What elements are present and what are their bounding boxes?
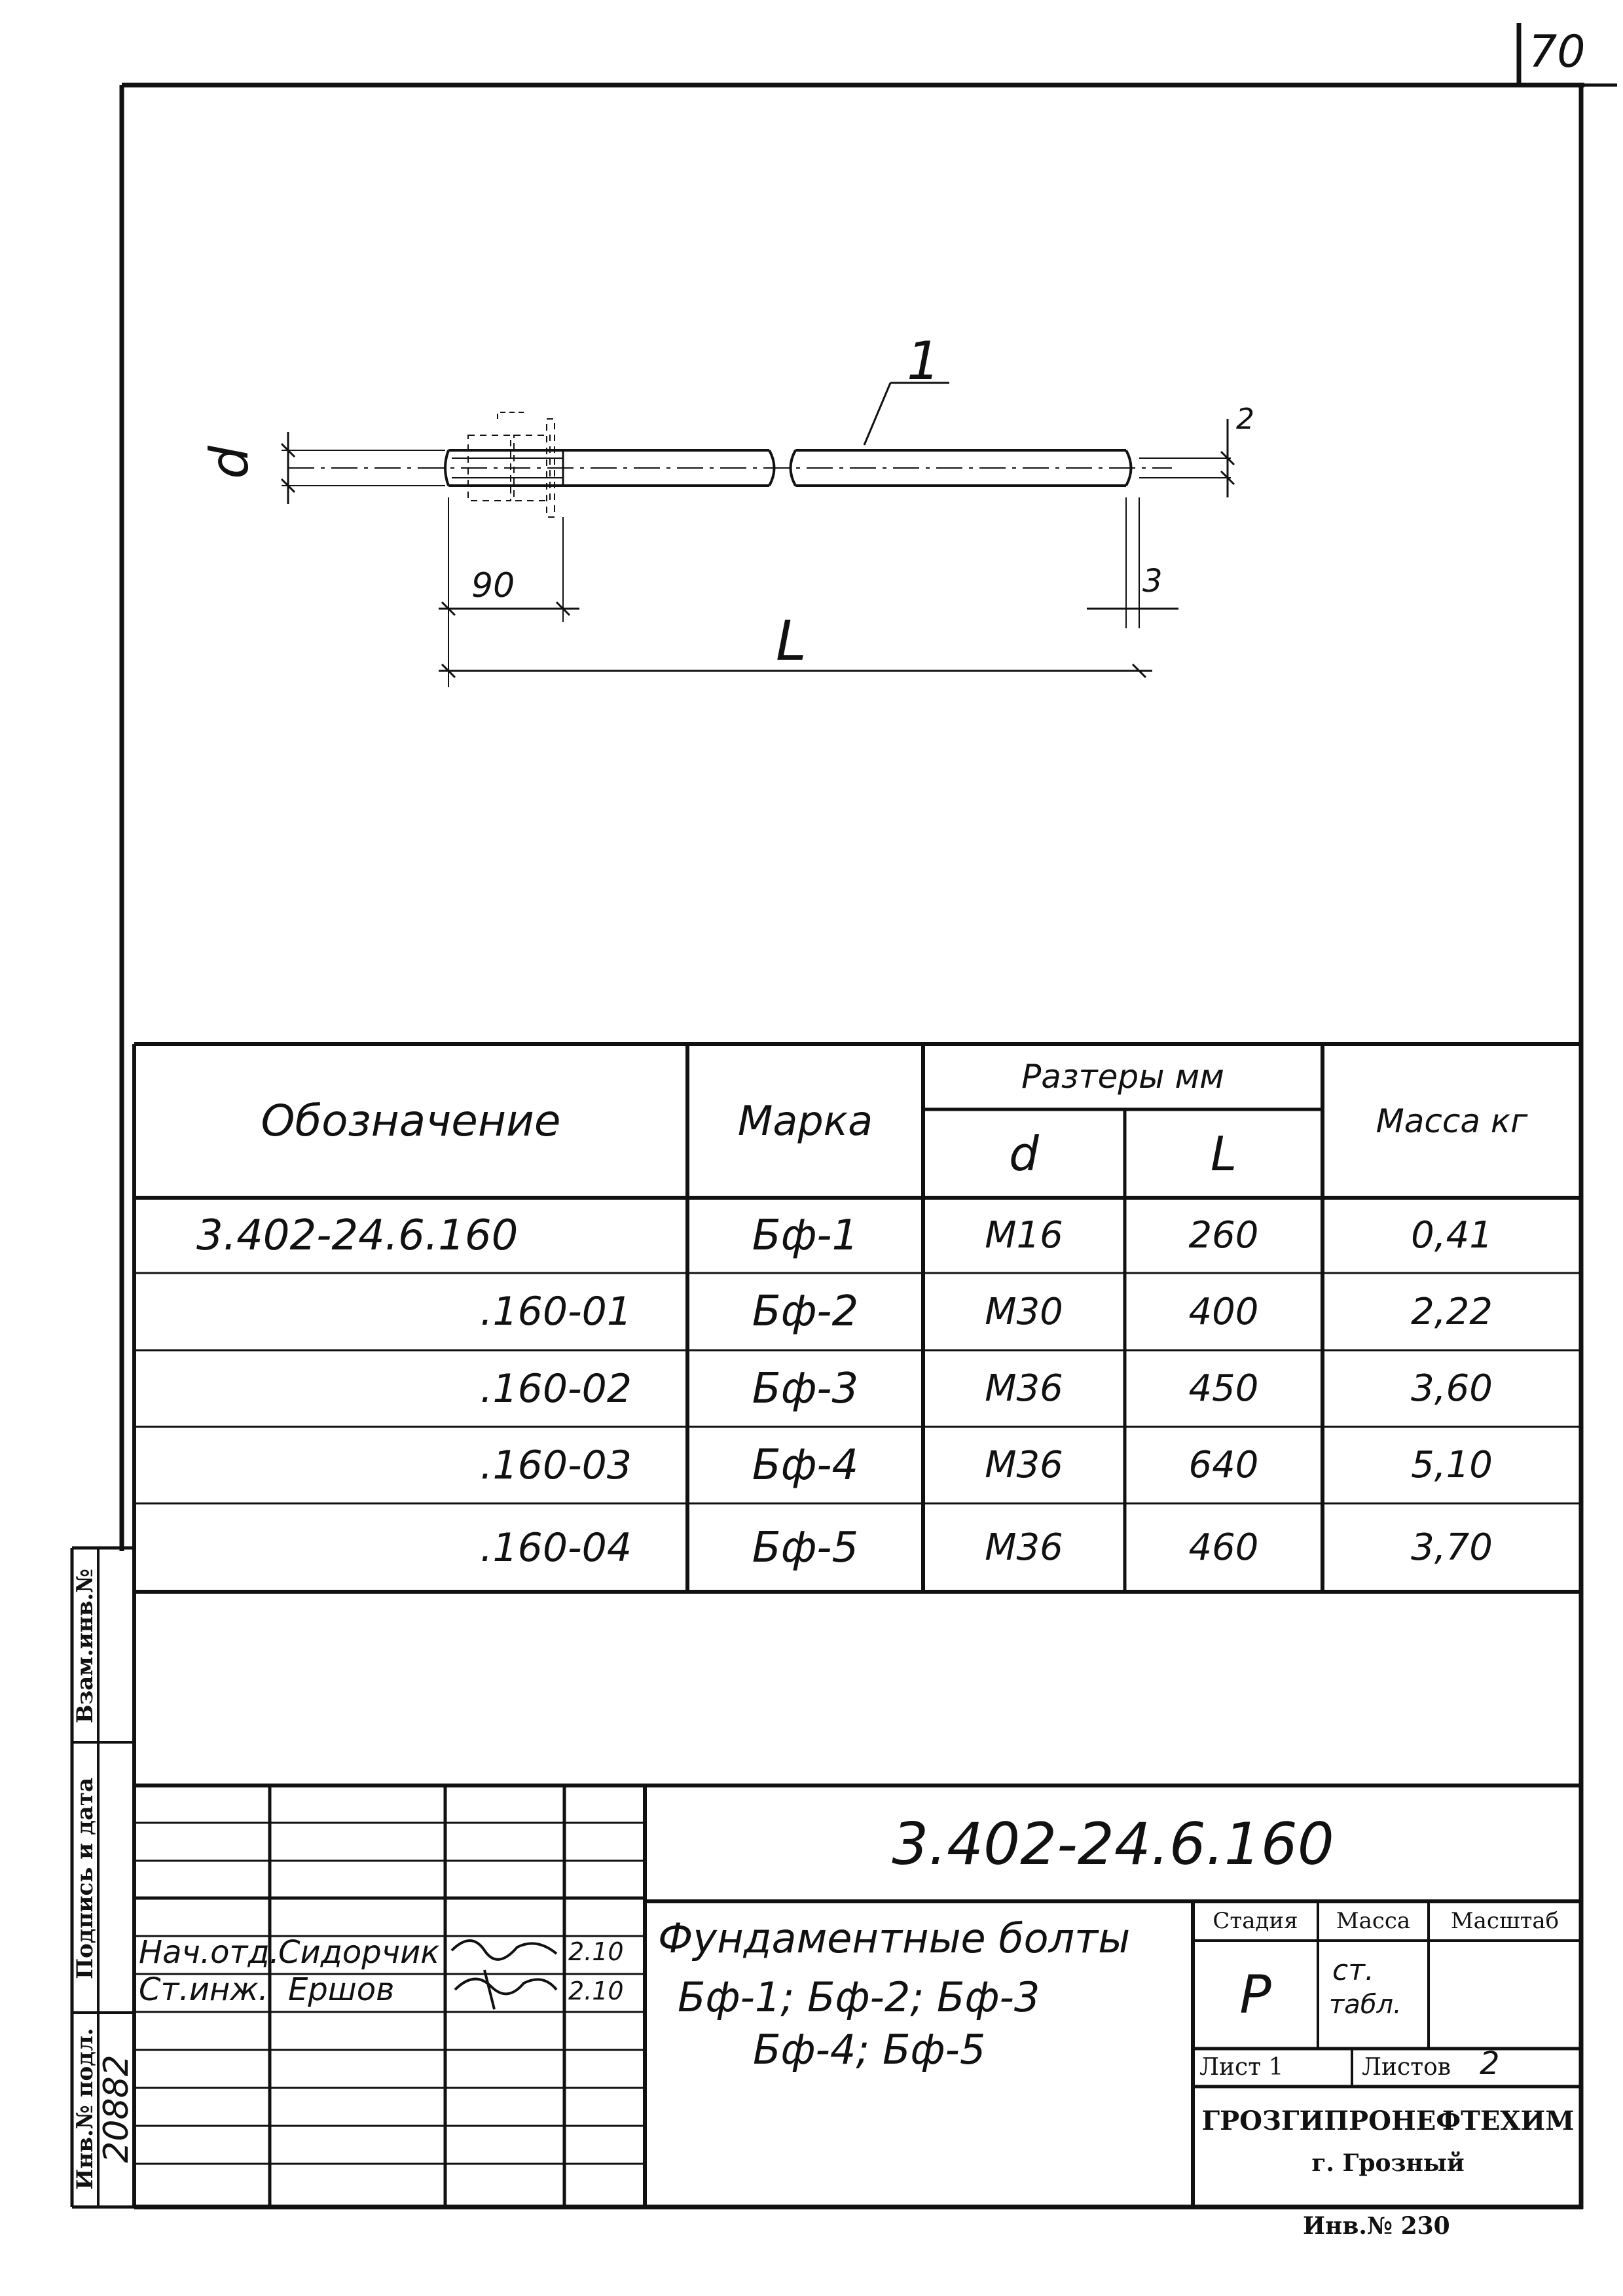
row-3-designation: .160-02	[480, 1365, 632, 1412]
mass-label: Масса	[1336, 1908, 1411, 1934]
organization-city: г. Грозный	[1311, 2149, 1465, 2177]
row-1-d: M16	[985, 1214, 1063, 1257]
header-sizes: Разтеры мм	[1021, 1058, 1224, 1096]
title-line-2: Бф-1; Бф-2; Бф-3	[678, 1973, 1040, 2021]
stage-value: Р	[1239, 1964, 1271, 2025]
row-2-mark: Бф-2	[752, 1287, 859, 1336]
sheets-label: Листов	[1362, 2054, 1451, 2081]
dim-d-label: d	[198, 446, 260, 479]
sheet-number: 70	[1529, 26, 1586, 78]
mass-value-2: табл.	[1329, 1990, 1402, 2020]
row-1-mark: Бф-1	[752, 1211, 859, 1260]
side-inv-label: Инв.№ подл.	[72, 2028, 98, 2190]
row-2-l: 400	[1188, 1290, 1259, 1333]
row-4-d: M36	[985, 1444, 1063, 1486]
signature-scribbles	[445, 1924, 563, 2016]
dim-90-label: 90	[471, 566, 515, 605]
row-1-designation: 3.402-24.6.160	[196, 1211, 519, 1260]
footer-inventory: Инв.№ 230	[1303, 2212, 1450, 2240]
mass-value-1: ст.	[1332, 1954, 1374, 1987]
row-2-designation: .160-01	[480, 1289, 632, 1335]
row-2-mass: 2,22	[1411, 1290, 1493, 1333]
title-line-1: Фундаментные болты	[658, 1914, 1131, 1962]
sheets-value: 2	[1480, 2045, 1500, 2082]
row-4-mark: Бф-4	[752, 1441, 859, 1490]
header-mark: Марка	[737, 1097, 873, 1145]
row-3-l: 450	[1188, 1367, 1259, 1410]
signature-name-2: Ершов	[288, 1971, 395, 2008]
scale-label: Масштаб	[1450, 1908, 1559, 1934]
bolt-drawing	[282, 383, 1234, 687]
row-2-d: M30	[985, 1290, 1063, 1333]
header-mass: Масса кг	[1376, 1102, 1528, 1140]
signature-role-1: Нач.отд.	[139, 1934, 280, 1971]
row-1-l: 260	[1188, 1214, 1259, 1257]
row-5-l: 460	[1188, 1526, 1259, 1569]
dim-l-label: L	[776, 609, 807, 673]
header-l: L	[1210, 1126, 1237, 1181]
side-inv-value: 20882	[97, 2054, 136, 2163]
document-code: 3.402-24.6.160	[892, 1810, 1334, 1878]
row-5-mark: Бф-5	[752, 1523, 859, 1572]
row-4-designation: .160-03	[480, 1442, 632, 1488]
stage-label: Стадия	[1213, 1908, 1298, 1934]
row-3-mark: Бф-3	[752, 1364, 859, 1413]
row-4-l: 640	[1188, 1444, 1259, 1486]
signature-role-2: Ст.инж.	[139, 1971, 268, 2008]
dim-2-label: 2	[1236, 403, 1254, 436]
row-5-mass: 3,70	[1411, 1526, 1493, 1569]
row-3-d: M36	[985, 1367, 1063, 1410]
side-sign-label: Подпись и дата	[72, 1777, 98, 1980]
header-d: d	[1009, 1126, 1039, 1181]
row-5-d: M36	[985, 1526, 1063, 1569]
signature-date-2: 2.10	[568, 1977, 624, 2005]
title-line-3: Бф-4; Бф-5	[753, 2026, 986, 2073]
organization-name: ГРОЗГИПРОНЕФТЕХИМ	[1201, 2105, 1575, 2136]
row-5-designation: .160-04	[480, 1524, 632, 1571]
position-label: 1	[907, 331, 940, 391]
row-1-mass: 0,41	[1411, 1214, 1493, 1257]
row-4-mass: 5,10	[1411, 1444, 1493, 1486]
side-replace-label: Взам.инв.№	[72, 1568, 98, 1724]
signature-date-1: 2.10	[568, 1937, 624, 1966]
header-designation: Обозначение	[261, 1096, 561, 1146]
row-3-mass: 3,60	[1411, 1367, 1493, 1410]
dim-3-label: 3	[1142, 563, 1163, 600]
signature-name-1: Сидорчик	[278, 1934, 440, 1971]
sheet-label: Лист 1	[1199, 2054, 1284, 2081]
